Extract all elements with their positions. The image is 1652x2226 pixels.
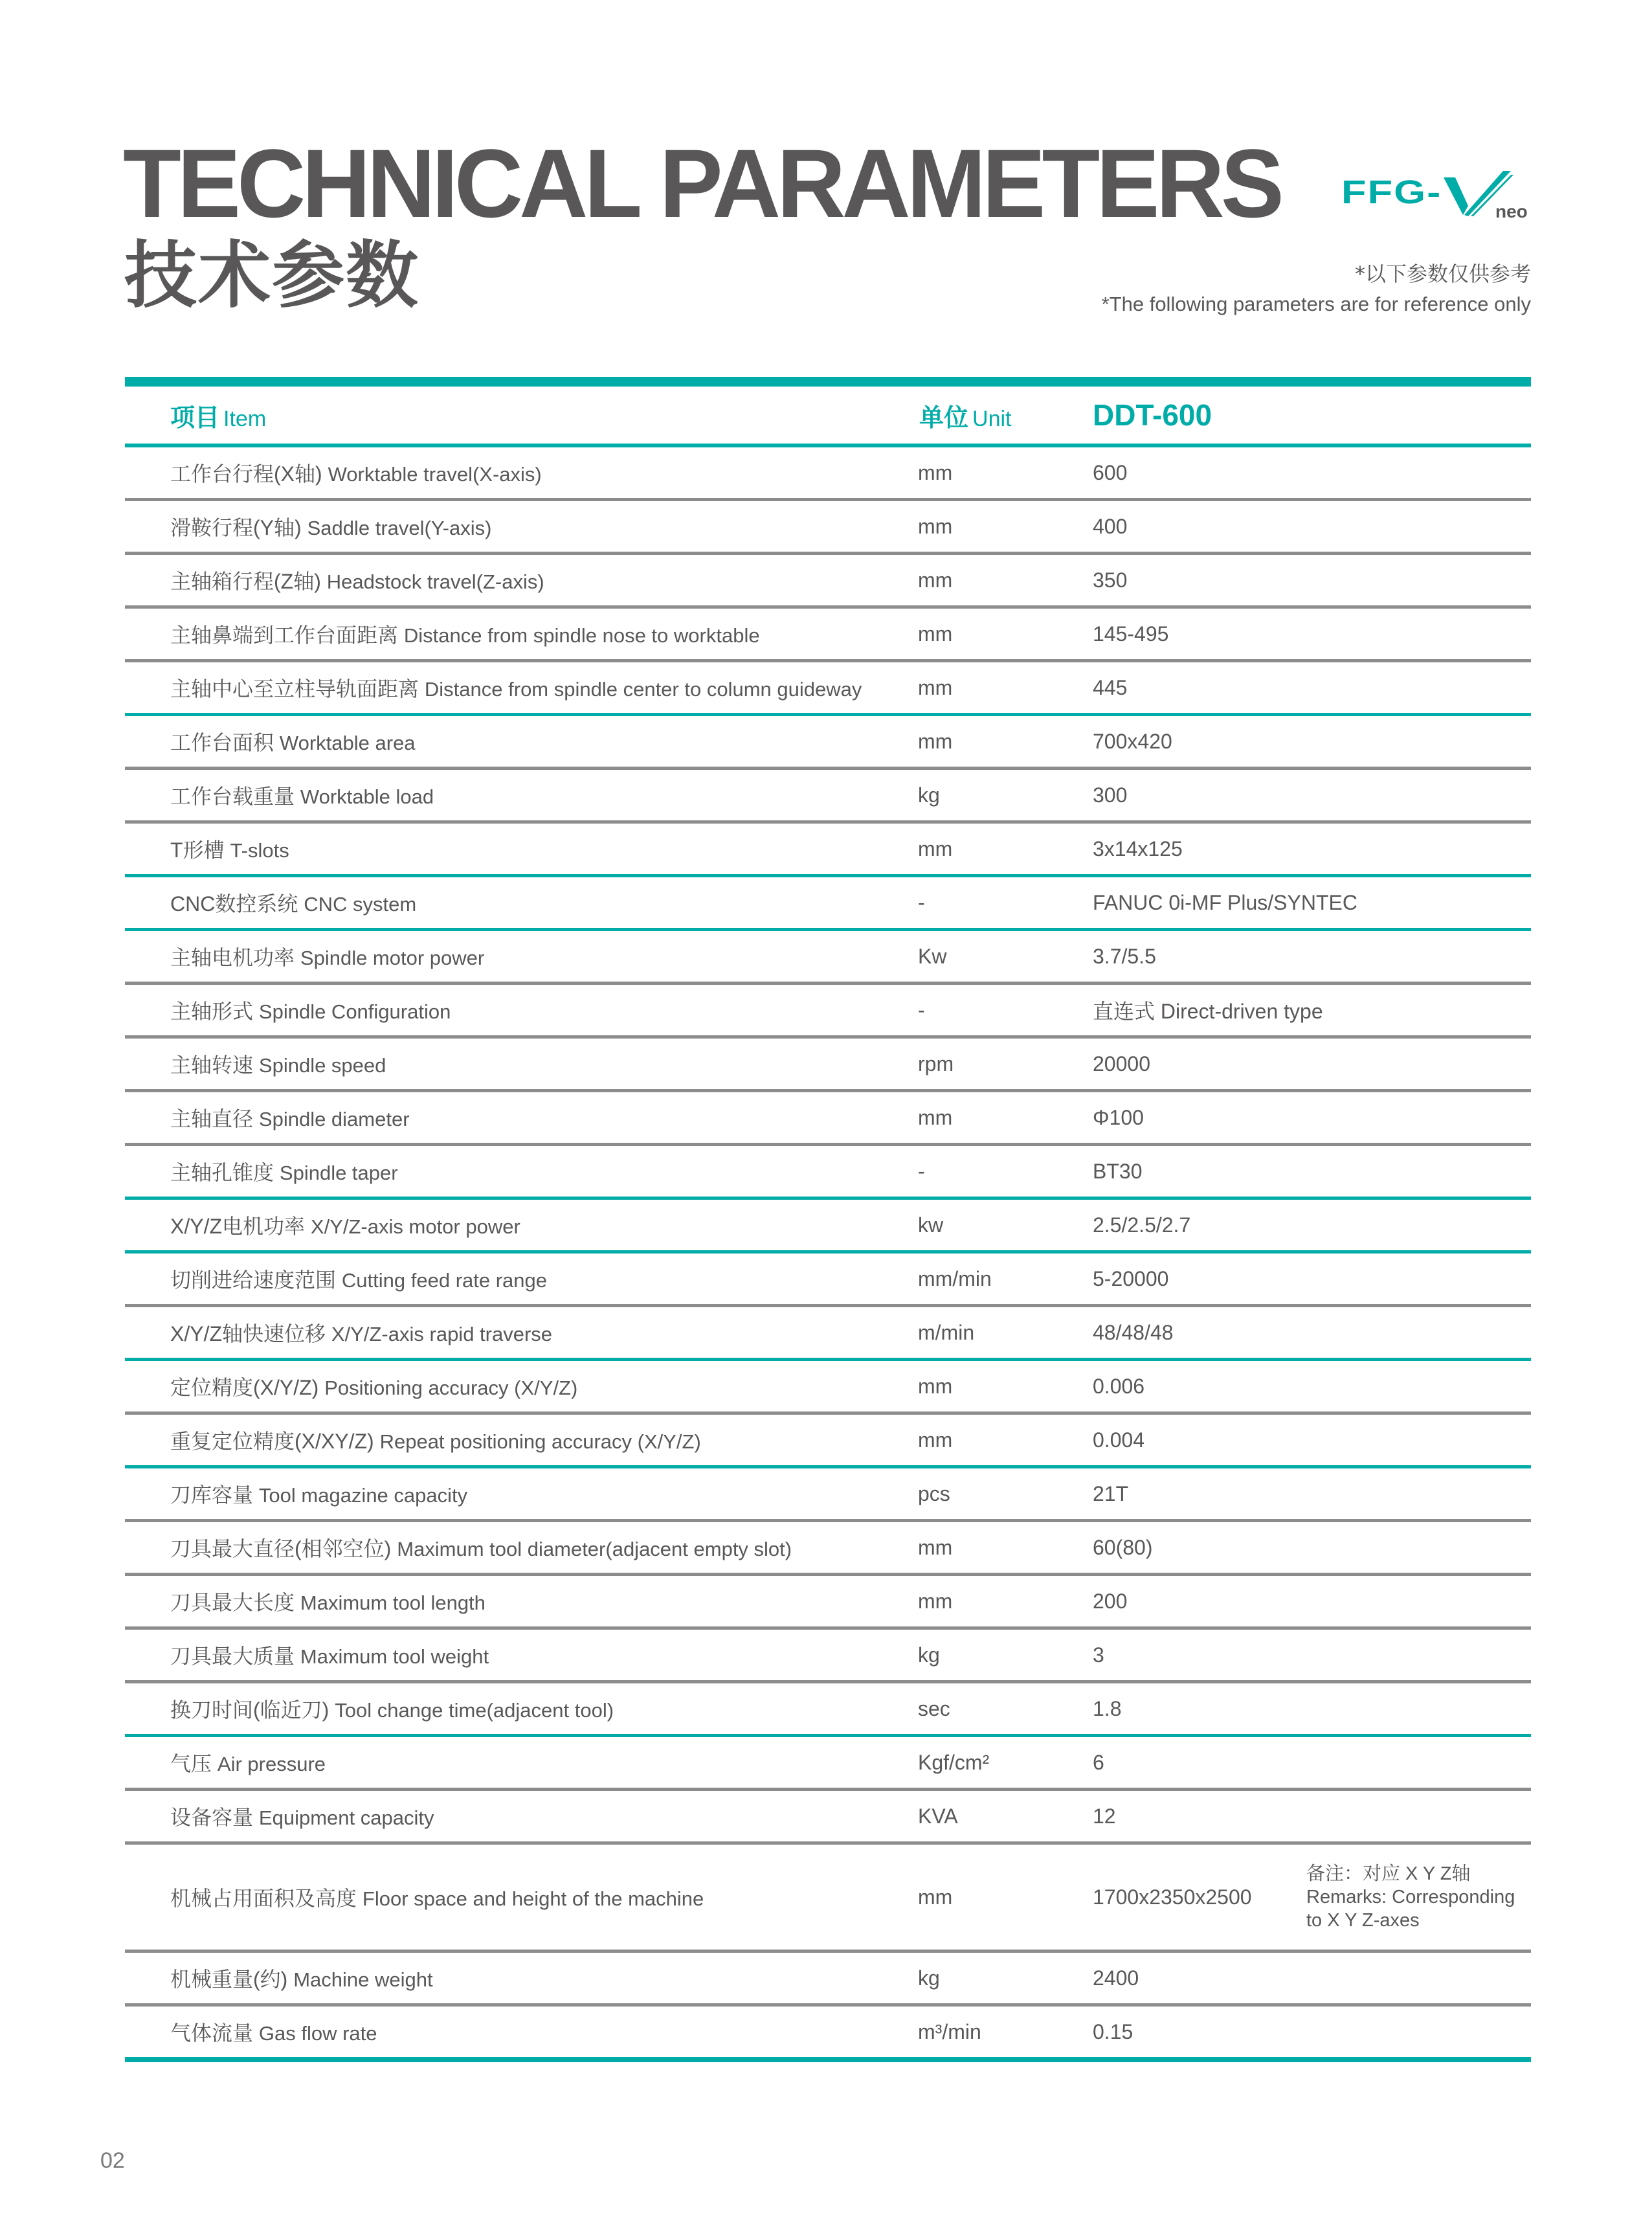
param-name-en: Air pressure	[217, 1753, 326, 1775]
param-name	[170, 1103, 410, 1132]
param-value: 20000	[1093, 1051, 1150, 1075]
param-value: 60(80)	[1093, 1535, 1153, 1559]
param-name-cn: 滑鞍行程(Y轴)	[170, 516, 302, 539]
param-name-cn: T形槽	[170, 838, 225, 862]
param-name-en: Tool change time(adjacent tool)	[335, 1699, 614, 1722]
param-value: 200	[1093, 1589, 1128, 1613]
param-value: 445	[1093, 675, 1128, 699]
param-value: 1700x2350x2500	[1093, 1885, 1252, 1909]
table-row	[125, 716, 1531, 770]
table-row	[125, 824, 1531, 877]
param-unit: -	[918, 890, 925, 914]
column-header-model: DDT-600	[1093, 398, 1212, 432]
param-unit: sec	[918, 1696, 950, 1720]
table-row	[125, 1791, 1531, 1845]
param-name-en: Spindle Configuration	[258, 1000, 451, 1023]
param-unit: mm	[918, 675, 953, 699]
table-row	[125, 1737, 1531, 1791]
param-value: 2400	[1093, 1966, 1139, 1990]
table-row	[125, 1146, 1531, 1200]
svg-text:neo: neo	[1495, 201, 1528, 221]
param-name-en: Saddle travel(Y-axis)	[307, 517, 492, 539]
param-name-cn: 主轴形式	[170, 1000, 254, 1023]
param-name-cn: 切削进给速度范围	[170, 1268, 337, 1292]
page-title-cn: 技术参数	[124, 234, 419, 318]
brand-logo	[1341, 170, 1535, 221]
param-name-cn: X/Y/Z电机功率	[170, 1215, 306, 1238]
param-name-cn: 主轴鼻端到工作台面距离	[170, 624, 399, 647]
param-value: 6	[1093, 1750, 1104, 1774]
param-unit: mm	[918, 1428, 953, 1452]
svg-text:FFG-: FFG-	[1341, 174, 1442, 211]
remark-en-line2: to X Y Z-axes	[1306, 1910, 1420, 1931]
param-name	[170, 2017, 377, 2047]
table-row	[125, 1468, 1531, 1522]
spec-table	[125, 377, 1531, 2062]
table-row	[125, 501, 1531, 555]
param-unit: mm	[918, 1105, 953, 1129]
param-name	[170, 512, 491, 541]
page-title-en: TECHNICAL PARAMETERS	[123, 129, 1281, 238]
param-unit: rpm	[918, 1051, 954, 1075]
param-unit: mm	[918, 514, 953, 538]
param-value: 0.006	[1093, 1374, 1145, 1398]
table-top-bar	[125, 377, 1531, 387]
param-name-en: Cutting feed rate range	[341, 1269, 548, 1292]
table-row	[125, 662, 1531, 716]
param-name-cn: 主轴转速	[170, 1053, 254, 1077]
param-unit: mm	[918, 1885, 953, 1909]
param-unit: -	[918, 1159, 925, 1183]
table-row	[125, 555, 1531, 609]
param-name-en: Headstock travel(Z-axis)	[326, 570, 544, 593]
param-name-en: Repeat positioning accuracy (X/Y/Z)	[379, 1430, 701, 1453]
param-name	[170, 1156, 398, 1186]
param-name-en: X/Y/Z-axis rapid traverse	[331, 1323, 553, 1345]
param-value: 直连式 Direct-driven type	[1093, 1000, 1323, 1023]
param-value: 3x14x125	[1093, 837, 1183, 860]
param-name	[170, 458, 542, 488]
param-name	[170, 565, 544, 595]
param-value: 0.004	[1093, 1428, 1145, 1452]
param-unit: pcs	[918, 1481, 950, 1505]
param-value: 700x420	[1093, 729, 1172, 753]
table-row	[125, 609, 1531, 662]
table-row	[125, 447, 1531, 501]
param-name-cn: 定位精度(X/Y/Z)	[170, 1376, 319, 1399]
param-unit: mm	[918, 622, 953, 646]
ffg-logo-icon	[1341, 170, 1535, 221]
param-name-en: Spindle diameter	[258, 1108, 410, 1130]
table-row	[125, 770, 1531, 824]
param-name-cn: 设备容量	[170, 1806, 254, 1829]
param-name	[170, 726, 416, 756]
param-name	[170, 941, 484, 971]
param-unit: Kw	[918, 944, 947, 968]
param-value: 1.8	[1093, 1696, 1122, 1720]
param-name-en: Tool magazine capacity	[258, 1484, 468, 1507]
param-name-cn: 工作台载重量	[170, 785, 295, 808]
param-value: 145-495	[1093, 622, 1169, 646]
param-name-en: Equipment capacity	[258, 1806, 434, 1829]
param-name-cn: 工作台行程(X轴)	[170, 462, 322, 486]
param-name	[170, 995, 451, 1025]
table-row	[125, 1039, 1531, 1092]
param-name-en: CNC system	[304, 893, 417, 916]
param-name-en: Positioning accuracy (X/Y/Z)	[324, 1377, 578, 1399]
param-unit: -	[918, 998, 925, 1022]
table-row	[125, 1200, 1531, 1254]
param-name	[170, 1748, 326, 1777]
param-name-en: Gas flow rate	[258, 2022, 377, 2045]
param-name-cn: 主轴箱行程(Z轴)	[170, 570, 321, 593]
param-name	[170, 1640, 489, 1670]
param-name	[170, 673, 862, 703]
param-name-en: Worktable load	[300, 785, 434, 808]
param-name	[170, 1479, 467, 1509]
param-name	[170, 1586, 486, 1616]
table-row	[125, 1845, 1531, 1953]
page-number: 02	[100, 2148, 125, 2173]
param-name	[170, 834, 289, 864]
param-name	[170, 1049, 386, 1079]
param-name	[170, 1801, 434, 1831]
remark-en-line1: Remarks: Corresponding	[1306, 1887, 1515, 1907]
column-header-item: 项目 Item	[170, 404, 267, 432]
param-value: 2.5/2.5/2.7	[1093, 1213, 1191, 1237]
param-name	[170, 619, 760, 649]
param-unit: mm	[918, 568, 953, 592]
param-remark	[1306, 1862, 1515, 1932]
table-row	[125, 985, 1531, 1039]
column-header-unit: 单位 Unit	[919, 404, 1012, 432]
param-value: 0.15	[1093, 2019, 1133, 2043]
table-row	[125, 2007, 1531, 2057]
param-value: Φ100	[1093, 1105, 1144, 1129]
param-name-cn: 换刀时间(临近刀)	[170, 1698, 329, 1722]
param-unit: mm	[918, 460, 953, 484]
table-header-row	[125, 387, 1531, 444]
param-value: 21T	[1093, 1481, 1129, 1505]
param-unit: mm	[918, 1589, 953, 1613]
param-name-en: Machine weight	[293, 1968, 433, 1991]
table-row	[125, 877, 1531, 931]
table-row	[125, 1254, 1531, 1307]
param-unit: Kgf/cm²	[918, 1750, 990, 1774]
param-name-cn: 主轴直径	[170, 1107, 254, 1130]
param-name-cn: CNC数控系统	[170, 892, 298, 916]
param-name-cn: 气压	[170, 1752, 212, 1775]
param-value: 350	[1093, 568, 1128, 592]
table-row	[125, 1522, 1531, 1576]
table-row	[125, 1953, 1531, 2007]
param-name-en: Spindle speed	[258, 1054, 386, 1077]
param-unit: KVA	[918, 1804, 958, 1828]
param-name	[170, 780, 434, 810]
param-unit: mm	[918, 729, 953, 753]
param-name-en: Distance from spindle center to column guideway	[424, 678, 862, 701]
param-unit: mm	[918, 1374, 953, 1398]
param-value: 3	[1093, 1643, 1104, 1667]
table-row	[125, 1092, 1531, 1146]
param-name	[170, 1425, 701, 1455]
param-name-en: T-slots	[230, 839, 289, 862]
param-name-cn: 机械占用面积及高度	[170, 1887, 357, 1910]
param-unit: kg	[918, 783, 940, 807]
param-value: 300	[1093, 783, 1128, 807]
param-value: 600	[1093, 460, 1128, 484]
param-name	[170, 1694, 614, 1724]
param-name-cn: 重复定位精度(X/XY/Z)	[170, 1430, 374, 1453]
param-name-en: Maximum tool length	[300, 1591, 486, 1614]
param-name	[170, 1963, 433, 1993]
param-name	[170, 1264, 547, 1294]
param-name-en: Floor space and height of the machine	[362, 1887, 704, 1910]
param-name-cn: 刀具最大直径(相邻空位)	[170, 1537, 392, 1560]
param-unit: kw	[918, 1213, 944, 1237]
param-value: BT30	[1093, 1159, 1143, 1183]
param-name	[170, 888, 416, 917]
table-row	[125, 931, 1531, 985]
param-name-cn: 气体流量	[170, 2021, 254, 2045]
param-name-cn: X/Y/Z轴快速位移	[170, 1322, 326, 1345]
table-body	[125, 447, 1531, 2057]
param-value: FANUC 0i-MF Plus/SYNTEC	[1093, 890, 1357, 914]
table-row	[125, 1415, 1531, 1468]
param-name	[170, 1371, 577, 1401]
table-bottom-bar	[125, 2057, 1531, 2062]
param-unit: m/min	[918, 1320, 975, 1344]
reference-note-cn: *以下参数仅供参考	[1354, 262, 1531, 286]
param-unit: m³/min	[918, 2019, 981, 2043]
param-name-en: Spindle taper	[279, 1162, 398, 1184]
param-unit: mm/min	[918, 1266, 992, 1290]
param-unit: mm	[918, 1535, 953, 1559]
param-name-cn: 工作台面积	[170, 731, 274, 754]
param-name-cn: 刀具最大质量	[170, 1645, 295, 1668]
param-value: 48/48/48	[1093, 1320, 1174, 1344]
param-name-en: Maximum tool weight	[300, 1645, 489, 1668]
param-name-cn: 主轴孔锥度	[170, 1161, 274, 1184]
param-name	[170, 1882, 704, 1912]
param-name	[170, 1533, 792, 1562]
remark-cn: 备注：对应 X Y Z轴	[1306, 1863, 1471, 1884]
param-name	[170, 1210, 520, 1240]
param-value: 12	[1093, 1804, 1116, 1828]
table-row	[125, 1361, 1531, 1415]
param-name-cn: 主轴中心至立柱导轨面距离	[170, 677, 419, 701]
table-row	[125, 1683, 1531, 1737]
param-name-cn: 刀具最大长度	[170, 1591, 295, 1614]
param-name-cn: 主轴电机功率	[170, 946, 295, 969]
table-row	[125, 1307, 1531, 1361]
param-value: 3.7/5.5	[1093, 944, 1156, 968]
param-name-en: Worktable travel(X-axis)	[328, 463, 542, 486]
table-row	[125, 1576, 1531, 1630]
param-unit: kg	[918, 1643, 940, 1667]
param-value: 5-20000	[1093, 1266, 1169, 1290]
param-name-en: X/Y/Z-axis motor power	[310, 1215, 520, 1238]
param-unit: mm	[918, 837, 953, 860]
param-name-cn: 机械重量(约)	[170, 1968, 288, 1991]
param-unit: kg	[918, 1966, 940, 1990]
table-row	[125, 1630, 1531, 1683]
param-name-cn: 刀库容量	[170, 1483, 254, 1507]
param-name-en: Distance from spindle nose to worktable	[403, 624, 760, 647]
param-name-en: Spindle motor power	[300, 947, 485, 969]
param-value: 400	[1093, 514, 1128, 538]
reference-note-en: *The following parameters are for reference only	[1101, 293, 1531, 315]
param-name-en: Worktable area	[279, 732, 416, 754]
param-name-en: Maximum tool diameter(adjacent empty slot)	[397, 1538, 792, 1560]
param-name	[170, 1318, 552, 1347]
